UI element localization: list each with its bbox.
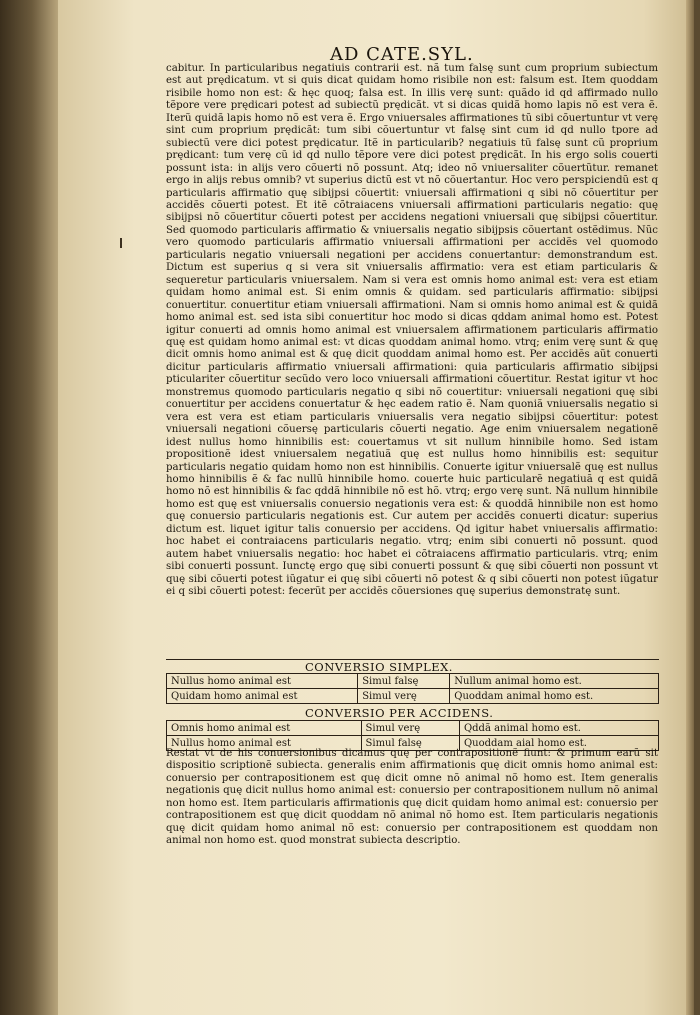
table-cell: Simul falsę: [361, 736, 459, 751]
table-cell: Nullus homo animal est: [167, 674, 358, 689]
closing-text: [166, 748, 658, 873]
table-cell: Quoddam animal homo est.: [450, 689, 659, 704]
main-paragraph: cabitur. In particularibus negatiuis contrarii est. nã tum falsę sunt cum proprium subiectum est aut prędicatum. vt si quis dicat quidam homo risibile non est: falsum est. Item quoddam risibile homo non est: & hęc quoq; falsa est. In illis verę sunt: quãdo id qd affirmado nullo tẽpore vere prędicari potest ad subiectũ prędicãt. vt si dicas quidã homo lapis nõ est vera ẽ. Iterũ quidã lapis homo nõ est vera ẽ. Ergo vniuersales affirmationes tũ sibi cõuertuntur vt verę sint cum proprium prędicãt: tum sibi cõuertuntur vt falsę sint cum id qd nullo tpore ad subiectũ vere dici potest prędicatur. Itẽ in particularib? negatiuis tũ falsę sunt cũ proprium prędicant: tum verę cũ id qd nullo tẽpore vere dici potest prędicãt. In his ergo solis couerti possunt ista: in alijs vero cõuerti nõ possunt. Atq; ideo nõ vniuersaliter cõuertũtur. remanet ergo in alijs rebus omnib? vt superius dictũ est vt nõ cõuertantur. Hoc vero perspiciendũ est q particularis affirmatio quę sibijpsi cõuertit: vniuersali affirmationi q sibi nõ cõuertitur per accidẽs cõuerti potest. Et itẽ cõtraiacens vniuersali affirmationi particularis negatio: quę sibijpsi nõ cõuertitur cõuerti potest per accidens negationi vniuersali quę sibijpsi cõuertitur. Sed quomodo particularis affirmatio & vniuersalis negatio sibijpsis cõuertant ostẽdimus. Nũc vero quomodo particularis affirmatio vniuersali affirmationi per accidẽs vel quomodo particularis negatio vniuersali negationi per accidens conuertantur: demonstrandum est. Dictum est superius q si vera sit vniuersalis affirmatio: vera est etiam particularis & sequeretur particularis vniuersalem. Nam si vera est omnis homo animal est: vera est etiam quidam homo animal est. Si enim omnis & quidam. sed particularis affirmatio: sibijpsi conuertitur. conuertitur etiam vniuersali affirmationi. Nam si omnis homo animal est & quidã homo animal est. sed ista sibi conuertitur hoc modo si dicas qddam animal homo est. Potest igitur conuerti ad omnis homo animal est vniuersalem affirmationem particularis affirmatio quę est quidam homo animal est: vt dicas quoddam animal homo. vtrq; enim verę sunt & quę dicit omnis homo animal est & quę dicit quoddam animal homo est. Per accidẽs aũt conuerti dicitur particularis affirmatio vniuersali affirmationi: quia particularis affirmatio sibijpsi pticulariter cõuertitur secũdo vero loco vniuersali affirmationi cõuertitur. Restat igitur vt hoc monstremus quomodo particularis negatio q sibi nõ couertitur: vniuersali negationi quę sibi conuertitur per accidens conuertatur & hęc eadem ratio ẽ. Nam quoniã vniuersalis negatio si vera est vera est etiam particularis vniuersalis vera negatio sibijpsi cõuertitur: potest vniuersali negationi cõuersę particularis cõuerti negatio. Age enim vniuersalem negationẽ idest nullus homo hinnibilis est: couertamus vt sit nullum hinnibile homo. Sed istam propositionẽ idest vniuersalem negatiuã quę est nullus homo hinnibilis est: sequitur particularis negatio quidam homo non est hinnibilis. Conuerte igitur vniuersalẽ quę est nullus homo hinnibilis ẽ & fac nullũ hinnibile homo. couerte huic particularẽ negatiuã q est quidã homo nõ est hinnibilis & fac qddã hinnibile nõ est hõ. vtrq; ergo verę sunt. Nã nullum hinnibile homo est quę est vniuersalis conuersio negationis vera est: & quoddã hinnibile non est homo quę conuersio particularis negationis est. Cur autem per accidẽs conuerti dicatur: superius dictum est. liquet igitur talis conuersio per accidens. Qd igitur habet vniuersalis affirmatio: hoc habet ei contraiacens particularis negatio. vtrq; enim sibi conuerti nõ possunt. quod autem habet vniuersalis negatio: hoc habet ei cõtraiacens affirmatio particularis. vtrq; enim sibi conuerti possunt. Iunctę ergo quę sibi conuerti possunt & quę sibi cõuerti non possunt vt quę sibi cõuerti potest iũgatur ei quę sibi cõuerti nõ potest & q sibi cõuerti non potest iũgatur ei q sibi cõuerti potest: fecerũt per accidẽs cõuersiones quę superius demonstratę sunt.: [166, 63, 658, 598]
main-text: [166, 63, 658, 663]
table-cell: Nullus homo animal est: [167, 736, 362, 751]
page-edge: [686, 0, 694, 1015]
running-header: AD CATE.SYL.: [330, 44, 474, 65]
margin-mark: [120, 238, 122, 248]
table-row: [167, 674, 659, 689]
table-cell: Quoddam aial homo est.: [459, 736, 658, 751]
table-cell: Quidam homo animal est: [167, 689, 358, 704]
book-gutter: [0, 0, 58, 1015]
table-simplex: [166, 673, 659, 704]
table-cell: Simul verę: [358, 689, 450, 704]
table-accidens: [166, 720, 659, 751]
table-cell: Omnis homo animal est: [167, 721, 362, 736]
table-cell: Qddã animal homo est.: [459, 721, 658, 736]
table-row: [167, 721, 659, 736]
table-cell: Simul verę: [361, 721, 459, 736]
closing-paragraph: Restat vt de his conuersionibus dicamus quę per contrapositionẽ fiunt: & primum earũ sit dispositio scriptionẽ subiecta. generalis enim affirmationis quę dicit omnis homo animal est: conuersio per contrapositionem est quę dicit omne nõ animal nõ homo est. Item generalis negationis quę dicit nullus homo animal est: conuersio per contrapositionem nullum nõ animal non homo est. Item particularis affirmationis quę dicit quidam homo animal est: conuersio per contrapositionem est quę dicit quoddam nõ animal nõ homo est. Item particularis negationis quę dicit quidam homo animal nõ est: conuersio per contrapositionem est quoddam non animal non homo est. quod monstrat subiecta descriptio.: [166, 748, 658, 847]
table-row: [167, 689, 659, 704]
section-title-simplex: CONVERSIO SIMPLEX.: [305, 660, 453, 674]
table-cell: Nullum animal homo est.: [450, 674, 659, 689]
section-title-accidens: CONVERSIO PER ACCIDENS.: [305, 706, 494, 720]
table-cell: Simul falsę: [358, 674, 450, 689]
